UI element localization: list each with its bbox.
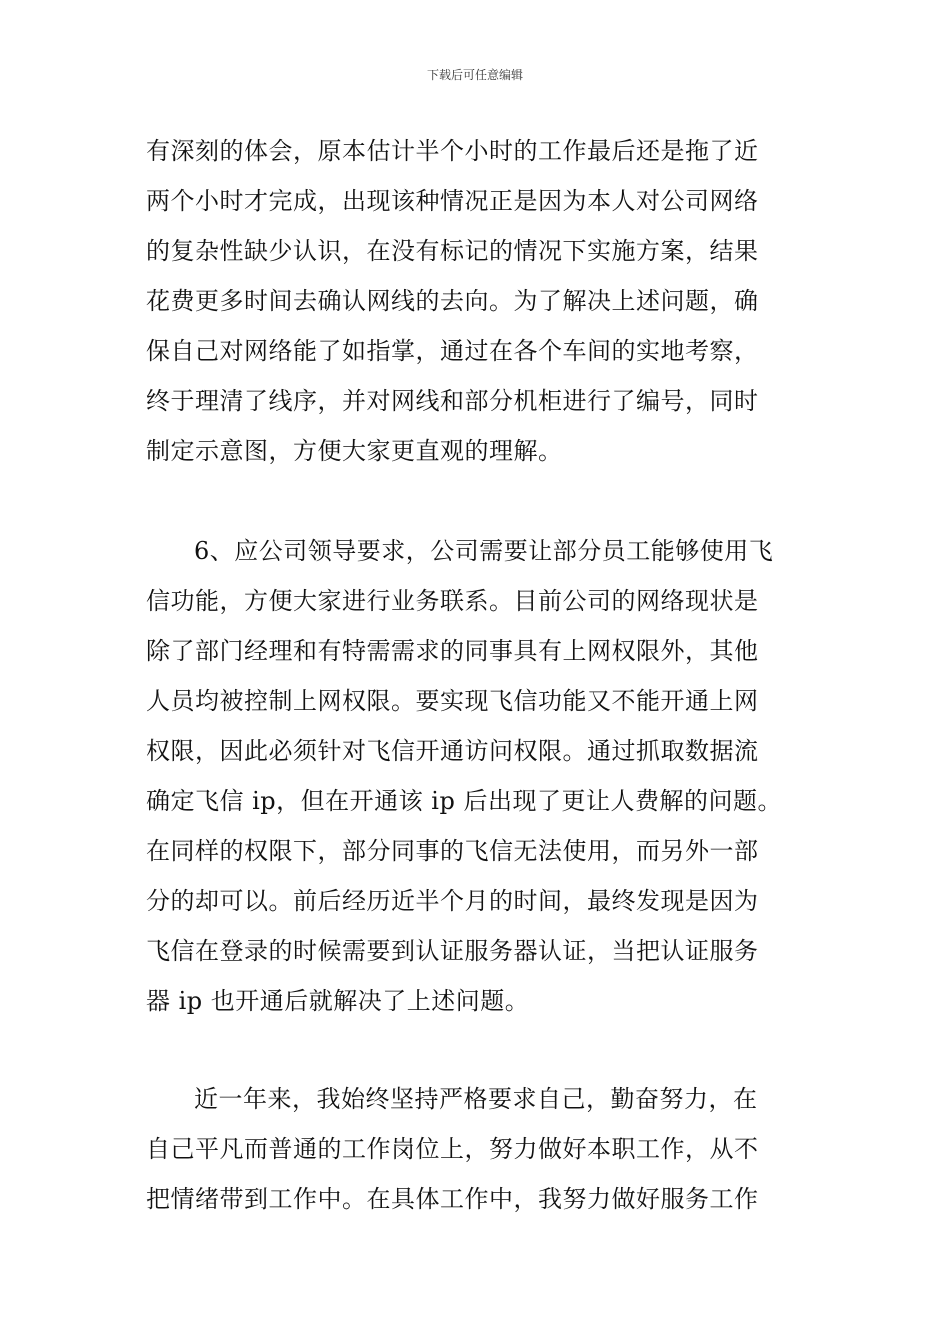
paragraph-3-line-2: 自己平凡而普通的工作岗位上，努力做好本职工作，从不: [146, 1135, 759, 1163]
paragraph-2-line-3: 除了部门经理和有特需需求的同事具有上网权限外，其他: [146, 637, 759, 665]
paragraph-1-line-4: 花费更多时间去确认网线的去向。为了解决上述问题，确: [146, 287, 759, 315]
paragraph-2-line-6: 确定飞信 ip，但在开通该 ip 后出现了更让人费解的问题。: [146, 787, 782, 815]
paragraph-2-line-8: 分的却可以。前后经历近半个月的时间，最终发现是因为: [146, 887, 759, 915]
paragraph-2-line-1: 6、应公司领导要求，公司需要让部分员工能够使用飞: [194, 537, 774, 565]
paragraph-1-line-7: 制定示意图，方便大家更直观的理解。: [146, 437, 563, 465]
paragraph-2-line-7: 在同样的权限下，部分同事的飞信无法使用，而另外一部: [146, 837, 759, 865]
paragraph-2-line-5: 权限，因此必须针对飞信开通访问权限。通过抓取数据流: [146, 737, 759, 765]
paragraph-2-line-2: 信功能，方便大家进行业务联系。目前公司的网络现状是: [146, 587, 759, 615]
page-header: 下载后可任意编辑: [426, 68, 523, 82]
paragraph-1-line-5: 保自己对网络能了如指掌，通过在各个车间的实地考察，: [146, 337, 759, 365]
paragraph-1-line-1: 有深刻的体会，原本估计半个小时的工作最后还是拖了近: [146, 137, 759, 165]
paragraph-2-line-4: 人员均被控制上网权限。要实现飞信功能又不能开通上网: [146, 687, 759, 715]
paragraph-3-line-3: 把情绪带到工作中。在具体工作中，我努力做好服务工作: [146, 1185, 759, 1213]
paragraph-2-line-9: 飞信在登录的时候需要到认证服务器认证，当把认证服务: [146, 937, 759, 965]
paragraph-3-line-1: 近一年来，我始终坚持严格要求自己，勤奋努力，在: [194, 1085, 758, 1113]
paragraph-2-line-10: 器 ip 也开通后就解决了上述问题。: [146, 987, 530, 1015]
paragraph-1-line-6: 终于理清了线序，并对网线和部分机柜进行了编号，同时: [146, 387, 759, 415]
paragraph-1-line-2: 两个小时才完成，出现该种情况正是因为本人对公司网络: [146, 187, 759, 215]
paragraph-1-line-3: 的复杂性缺少认识，在没有标记的情况下实施方案，结果: [146, 237, 759, 265]
